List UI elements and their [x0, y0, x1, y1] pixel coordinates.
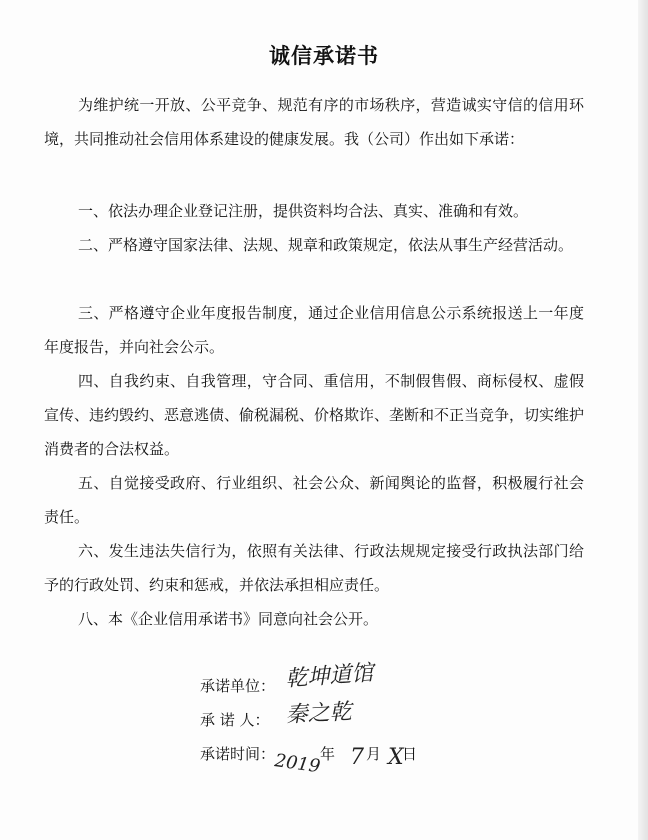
signature-date-label: 承诺时间： — [200, 745, 276, 763]
promise-item-8: 八、本《企业信用承诺书》同意向社会公开。 — [78, 610, 379, 628]
signature-date-day-unit: 日 — [402, 745, 418, 763]
signature-unit-value: 乾坤道馆 — [284, 660, 375, 692]
signature-person-value: 秦之乾 — [285, 699, 353, 728]
promise-item-5: 五、自觉接受政府、行业组织、社会公众、新闻舆论的监督，积极履行社会责任。 — [44, 474, 584, 526]
signature-unit-row — [200, 672, 275, 700]
promise-item-3: 三、严格遵守企业年度报告制度，通过企业信用信息公示系统报送上一年度年度报告，并向社会公示。 — [44, 304, 584, 356]
signature-person-row — [200, 706, 270, 734]
scan-edge — [638, 0, 648, 840]
intro-paragraph: 为维护统一开放、公平竞争、规范有序的市场秩序，营造诚实守信的信用环境，共同推动社会信用体系建设的健康发展。我（公司）作出如下承诺： — [44, 96, 584, 148]
signature-date-year-unit: 年 — [320, 745, 336, 763]
signature-date-month: 7 — [350, 745, 364, 770]
signature-date-row — [200, 740, 275, 768]
signature-unit-label: 承诺单位： — [200, 677, 276, 695]
signature-person-handwriting — [282, 690, 412, 734]
promise-item-2: 二、严格遵守国家法律、法规、规章和政策规定，依法从事生产经营活动。 — [78, 236, 574, 254]
signature-date-day: X — [388, 745, 404, 770]
document-title: 诚信承诺书 — [269, 44, 379, 68]
promise-item-4: 四、自我约束、自我管理，守合同、重信用，不制假售假、商标侵权、虚假宣传、违约毁约、恶意逃债、偷税漏税、价格欺诈、垄断和不正当竞争，切实维护消费者的合法权益。 — [44, 372, 585, 458]
signature-date-year: 2019 — [273, 750, 322, 778]
signature-date-month-unit: 月 — [366, 745, 382, 763]
signature-person-label: 承 诺 人： — [200, 711, 270, 729]
promise-item-1: 一、依法办理企业登记注册，提供资料均合法、真实、准确和有效。 — [78, 202, 529, 220]
promise-item-6: 六、发生违法失信行为，依照有关法律、行政法规规定接受行政执法部门给予的行政处罚、约束和惩戒，并依法承担相应责任。 — [44, 542, 584, 594]
